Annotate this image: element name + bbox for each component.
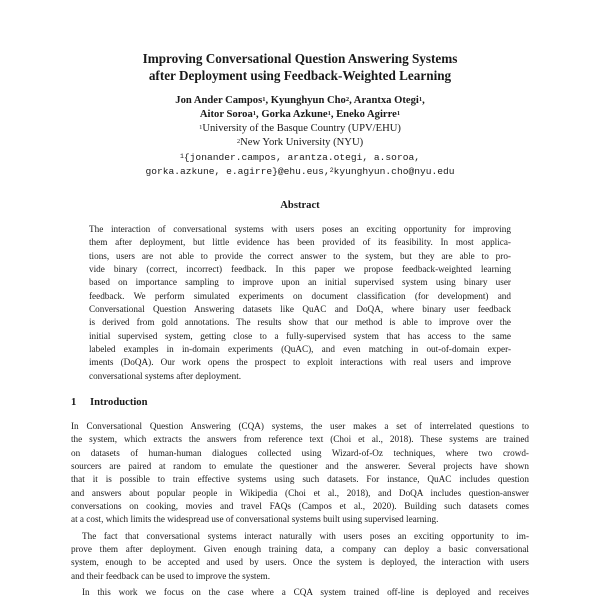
author-sep: ,	[330, 109, 337, 120]
paragraph-line: sourcers are paired at random to emulate the questioner and the answerer. Several projects have shown	[71, 461, 529, 472]
abstract-line: vide binary (correct, incorrect) feedback. In this paper we propose feedback-weighted learning	[89, 264, 511, 275]
paragraph-line: the system, which extracts the answers from reference text (Choi et al., 2018). These systems are trained	[71, 434, 529, 445]
author-name: Kyunghyun Cho	[270, 95, 346, 106]
abstract-line: feedback. We perform simulated experiments on document classification (for development) and	[89, 290, 511, 301]
author-sep: ,	[256, 109, 262, 120]
author-name: Gorka Azkune	[261, 109, 328, 120]
title-line: Improving Conversational Question Answering Systems	[142, 51, 458, 66]
abstract-line: labeled examples in in-domain experiments (QuAC), and even matching in out-of-domain exper-	[89, 344, 511, 355]
section-number: 1	[71, 397, 77, 408]
email-line	[0, 165, 600, 179]
author-affil-sup: 2	[345, 96, 350, 103]
paragraph-line: conversations on cooking, movies and travel FAQs (Campos et al., 2020). Building such datasets comes	[71, 501, 529, 512]
abstract-line: them after deployment, but little evidence has been provided of its feasibility. In most applica-	[89, 237, 511, 248]
email-text: gorka.azkune, e.agirre}@ehu.eus,	[145, 166, 330, 177]
author-name: Arantxa Otegi	[353, 95, 419, 106]
paragraph-line: The fact that conversational systems interact naturally with users poses an exciting opportunity to im-	[82, 530, 529, 541]
author-affil-sup: 1	[262, 96, 266, 103]
author-affil-sup: 1	[327, 110, 331, 117]
email-text: kyunghyun.cho@nyu.edu	[333, 166, 455, 177]
email-text: {jonander.campos, arantza.otegi, a.soroa,	[183, 152, 420, 163]
paragraph-line: on datasets of human-human dialogues collected using Wizard-of-Oz techniques, where two crowd-	[71, 447, 529, 458]
abstract-line: iments (DoQA). Our work opens the prospect to exploit interactions with real users and improve	[89, 357, 511, 368]
abstract-body	[89, 223, 511, 383]
abstract-line: The interaction of conversational systems with users poses an exciting opportunity for improving	[89, 224, 511, 234]
author-name: Jon Ander Campos	[175, 95, 263, 106]
paragraph-line: prove them after deployment. Given enough training data, a company can deploy a basic conversational	[71, 544, 529, 555]
affil-sup: 1	[199, 124, 203, 131]
author-affil-sup: 1	[396, 110, 401, 117]
abstract-heading: Abstract	[280, 200, 320, 211]
author-sep: ,	[265, 95, 271, 106]
author-list	[0, 94, 600, 122]
author-affil-sup: 1	[418, 96, 423, 103]
section-title: Introduction	[90, 397, 148, 408]
paragraph-line: In Conversational Question Answering (CQA) systems, the user makes a set of interrelated questions to	[71, 421, 529, 431]
paper-title	[0, 50, 600, 84]
author-line	[0, 108, 600, 122]
abstract-line: tions, users are not able to provide the correct answer to the system, but they are able to pro-	[89, 250, 511, 261]
author-sep: ,	[349, 95, 354, 106]
section-heading	[71, 397, 148, 408]
author-affil-sup: 1	[252, 110, 257, 117]
title-line: after Deployment using Feedback-Weighted Learning	[148, 68, 452, 83]
author-line	[0, 94, 600, 108]
email-sup: 1	[180, 153, 184, 160]
affil-text: New York University (NYU)	[240, 136, 364, 148]
author-name: Aitor Soroa	[199, 109, 253, 120]
author-emails	[0, 151, 600, 179]
paragraph-line: and answers about popular people in Wikipedia (Choi et al., 2018), and DoQA includes question-answer	[71, 487, 529, 498]
paragraph-line: and their feedback can be used to improve the system.	[71, 570, 270, 581]
paragraph-line: In this work we focus on the case where a CQA system trained off-line is deployed and receives	[82, 587, 529, 598]
affiliation	[0, 136, 600, 150]
affil-text: University of the Basque Country (UPV/EHU)	[202, 123, 401, 134]
paragraph-line: system, enough to be accepted and used by users. Once the system is deployed, the interaction with users	[71, 557, 529, 568]
abstract-line: based on importance sampling to improve upon an initial supervised system using binary user	[89, 277, 511, 288]
abstract-line: initial supervised system, getting close to a fully-supervised system that has access to the same	[89, 330, 511, 341]
affiliations	[0, 122, 600, 149]
paragraph-line: at a cost, which limits the widespread use of conversational systems built using supervised learning.	[71, 514, 439, 525]
abstract-line: Conversational Question Answering datasets like QuAC and DoQA, where binary user feedback	[89, 304, 511, 315]
paragraph-line: that it is possible to train effective systems using such datasets. For instance, QuAC includes question	[71, 474, 529, 485]
author-name: Eneko Agirre	[336, 109, 397, 120]
email-sup: 2	[329, 167, 334, 174]
abstract-line: is derived from gold annotations. The results show that our method is able to improve over the	[89, 317, 511, 328]
affil-sup: 2	[236, 137, 241, 145]
email-line	[0, 151, 600, 165]
introduction-body	[71, 420, 529, 599]
author-sep: ,	[422, 95, 425, 106]
abstract-line: conversational systems after deployment.	[89, 370, 242, 381]
affiliation	[0, 122, 600, 136]
